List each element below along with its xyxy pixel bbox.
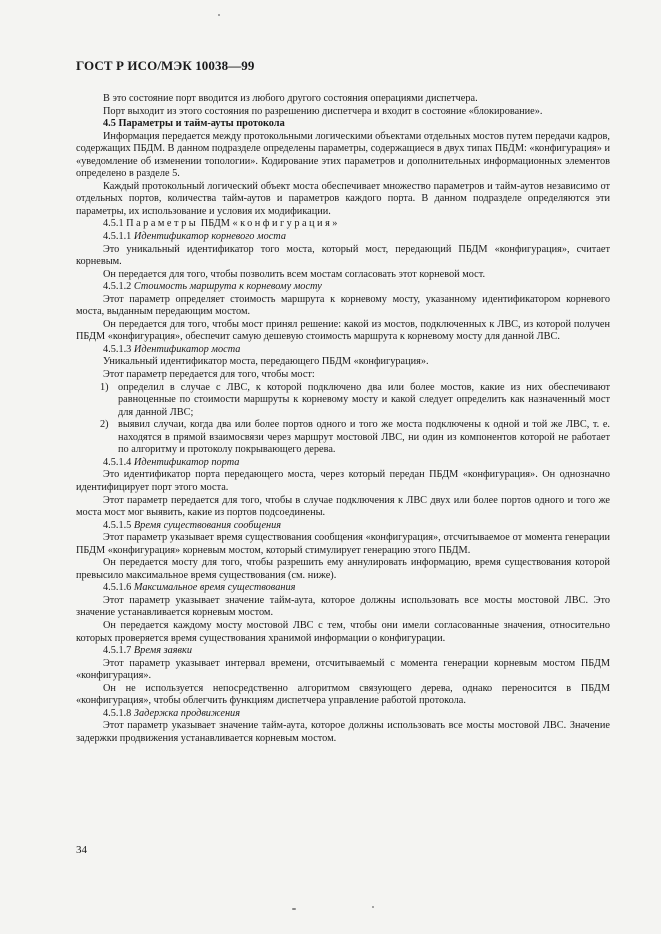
body-paragraph: Этот параметр передается для того, чтобы в случае подключения к ЛВС двух или более портов одного и того же моста мост мог выявить, какие из портов подсоединены. — [76, 494, 610, 519]
list-item — [76, 419, 610, 457]
body-paragraph: Он передается мосту для того, чтобы разрешить ему аннулировать информацию, время существования которой превысило максимальное время существования (см. ниже). — [76, 557, 610, 581]
body-paragraph: Этот параметр указывает значение тайм-аута, которое должны использовать все мосты мостовой ЛВС. Значение задержки продвижения устанавливается корневым мостом. — [76, 720, 610, 744]
body-paragraph: Каждый протокольный логический объект моста обеспечивает множество параметров и тайм-аутов независимо от отдельных портов, количества тайм-аутов и параметров каждого порта. В данном подразделе определяются эти параметры, их использование и условия их модификации. — [76, 180, 610, 217]
subsection-title: Время заявки — [133, 645, 192, 657]
subsection-heading — [76, 218, 610, 231]
subsection-number: 4.5.1 — [103, 218, 127, 230]
list-text: определил в случае с ЛВС, к которой подключено два или более мостов, какие из них обеспечивают равноценные по стоимости маршруты к корневому мосту и какой следует определить как назначенный мост для данной ЛВС; — [118, 381, 610, 418]
subsection-number: 4.5.1.1 — [103, 231, 134, 243]
section-heading: 4.5 Параметры и тайм-ауты протокола — [103, 118, 285, 130]
subsection-heading — [76, 231, 610, 244]
subsection-title: Стоимость маршрута к корневому мосту — [133, 281, 322, 293]
document-body — [76, 93, 610, 745]
body-paragraph: Он передается каждому мосту мостовой ЛВС с тем, чтобы они имели согласованные значения, относительно которых проверяется время существования хранимой информации о конфигурации. — [76, 619, 610, 644]
scan-speck — [372, 906, 374, 908]
subsection-number: 4.5.1.3 — [103, 343, 134, 355]
body-paragraph: Этот параметр указывает интервал времени, отсчитываемый с момента генерации корневым мостом ПБДМ «конфигурация». — [76, 657, 610, 682]
scan-speck — [218, 14, 220, 16]
scan-speck — [292, 908, 296, 910]
subsection-title: «конфигурация» — [232, 218, 340, 230]
list-item — [76, 382, 610, 420]
body-paragraph: Уникальный идентификатор моста, передающего ПБДМ «конфигурация». — [103, 356, 429, 368]
body-paragraph: Информация передается между протокольными логическими объектами отдельных мостов путем передачи кадров, содержащих ПБДМ. В данном подразделе определены параметры, содержащиеся в двух типах ПБДМ: «конфигурация» и «уведомление об изменении топологии». Кодирование этих параметров и дополнительных информационных элементов определено в разделе 5. — [76, 130, 610, 180]
body-paragraph: Это идентификатор порта передающего моста, через который передан ПБДМ «конфигурация». Он однозначно идентифицирует порт этого моста. — [76, 469, 610, 493]
list-number: 1) — [100, 381, 109, 393]
body-paragraph: В это состояние порт вводится из любого другого состояния операциями диспетчера. — [103, 93, 478, 104]
subsection-title: Задержка продвижения — [133, 707, 240, 719]
subsection-number: 4.5.1.6 — [103, 582, 134, 594]
document-header: ГОСТ Р ИСО/МЭК 10038—99 — [76, 58, 255, 73]
list-number: 2) — [100, 419, 109, 431]
subsection-title: Идентификатор корневого моста — [133, 231, 287, 243]
subsection-heading — [76, 457, 610, 470]
body-paragraph: Он не используется непосредственно алгоритмом связующего дерева, однако переносится в ПБДМ «конфигурация», чтобы облегчить функциям диспетчера управление работой протокола. — [76, 682, 610, 707]
body-paragraph: Он передается для того, чтобы мост принял решение: какой из мостов, подключенных к ЛВС, из которой получен ПБДМ «конфигурация», обеспечит самую дешевую стоимость маршрута к корневому мосту для данной ЛВС. — [76, 318, 610, 343]
list-text: выявил случаи, когда два или более портов одного и того же моста подключены к одной и той же ЛВС, т. е. находятся в прямой взаимосвязи через маршрут мостовой ЛВС, ни один из компонентов которой не работает по алгоритму и протоколу покрывающего дерева. — [118, 419, 610, 456]
subsection-title: Идентификатор порта — [133, 456, 240, 468]
subsection-number: 4.5.1.5 — [103, 519, 134, 531]
page-number: 34 — [76, 844, 87, 856]
subsection-title: Идентификатор моста — [133, 343, 241, 355]
body-paragraph: Порт выходит из этого состояния по разрешению диспетчера и входит в состояние «блокирование». — [103, 105, 543, 117]
subsection-title: Максимальное время существования — [133, 582, 296, 594]
subsection-heading — [76, 645, 610, 658]
subsection-number: 4.5.1.8 — [103, 707, 134, 719]
subsection-title: Время существования сообщения — [133, 519, 282, 531]
subsection-heading — [76, 344, 610, 357]
body-paragraph: Это уникальный идентификатор того моста, который мост, передающий ПБДМ «конфигурация», считает корневым. — [76, 243, 610, 268]
subsection-heading — [76, 281, 610, 294]
subsection-title: ПБДМ — [198, 218, 233, 230]
subsection-title: Параметры — [126, 218, 199, 230]
subsection-heading — [76, 520, 610, 533]
subsection-number: 4.5.1.7 — [103, 645, 134, 657]
body-paragraph: Этот параметр определяет стоимость маршрута к корневому мосту, указанному идентификатором корневого моста, выданным передающим мостом. — [76, 293, 610, 318]
subsection-heading — [76, 708, 610, 721]
subsection-number: 4.5.1.4 — [103, 456, 134, 468]
subsection-heading — [76, 582, 610, 595]
body-paragraph: Этот параметр указывает время существования сообщения «конфигурация», отсчитываемое от момента генерации ПБДМ «конфигурация» корневым мостом, который стимулирует генерацию этого ПБДМ. — [76, 532, 610, 556]
body-paragraph: Этот параметр передается для того, чтобы мост: — [103, 369, 315, 381]
body-paragraph: Этот параметр указывает значение тайм-аута, которое должны использовать все мосты мостовой ЛВС. Это значение устанавливается корневым мостом. — [76, 594, 610, 619]
body-paragraph: Он передается для того, чтобы позволить всем мостам согласовать этот корневой мост. — [103, 268, 486, 280]
subsection-number: 4.5.1.2 — [103, 281, 134, 293]
